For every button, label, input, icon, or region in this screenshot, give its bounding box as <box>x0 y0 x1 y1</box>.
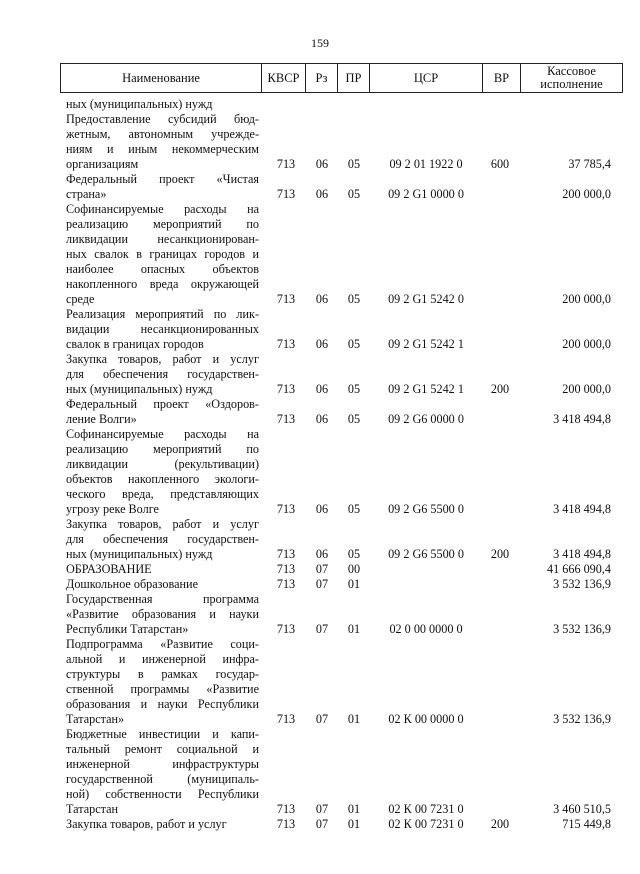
cell-kvsr: 713 <box>276 547 296 561</box>
cell-kvsr: 713 <box>276 157 296 171</box>
table-row <box>0 517 640 562</box>
cell-kvsr: 713 <box>276 577 296 591</box>
row-name-line: ных (муниципальных) нужд <box>66 97 213 111</box>
row-name-line: Предоставление субсидий бюд- <box>66 112 259 126</box>
cell-kvsr: 713 <box>276 292 296 306</box>
cell-csr: 09 2 G1 5242 0 <box>388 292 464 306</box>
row-name <box>66 427 259 517</box>
row-name <box>66 97 259 112</box>
row-name-line: ликвидации несанкционирован- <box>66 232 259 246</box>
cell-rz: 06 <box>315 292 329 306</box>
row-name <box>66 172 259 202</box>
header-pr: ПР <box>338 64 370 92</box>
row-name <box>66 562 259 577</box>
cell-pr: 05 <box>347 157 361 171</box>
row-name-line: Татарстан <box>66 802 119 816</box>
table-row <box>0 637 640 727</box>
header-sum-line1: Кассовое <box>547 64 596 78</box>
row-name <box>66 592 259 637</box>
cell-kvsr: 713 <box>276 712 296 726</box>
row-name-line: ных (муниципальных) нужд <box>66 547 213 561</box>
cell-rz: 06 <box>315 382 329 396</box>
row-name <box>66 397 259 427</box>
table-row <box>0 592 640 637</box>
cell-rz: 07 <box>315 712 329 726</box>
header-sum <box>521 64 622 92</box>
row-name <box>66 307 259 352</box>
row-name-line: альной и инженерной инфра- <box>66 652 259 666</box>
cell-pr: 05 <box>347 382 361 396</box>
row-name-line: ниям и иным некоммерческим <box>66 142 259 156</box>
cell-csr: 09 2 01 1922 0 <box>389 157 463 171</box>
row-name <box>66 352 259 397</box>
row-name-line: структуры в рамках государ- <box>66 667 259 681</box>
cell-pr: 01 <box>347 577 361 591</box>
cell-rz: 06 <box>315 412 329 426</box>
row-name-line: Софинансируемые расходы на <box>66 427 259 441</box>
row-name <box>66 202 259 307</box>
cell-vr: 200 <box>490 817 510 831</box>
cell-csr: 09 2 G1 5242 1 <box>388 337 464 351</box>
table-row <box>0 112 640 172</box>
row-name-line: Подпрограмма «Развитие соци- <box>66 637 259 651</box>
row-name-line: Закупка товаров, работ и услуг <box>66 352 259 366</box>
cell-pr: 01 <box>347 817 361 831</box>
table-row <box>0 562 640 577</box>
cell-pr: 00 <box>347 562 361 576</box>
table-row <box>0 202 640 307</box>
cell-kvsr: 713 <box>276 802 296 816</box>
cell-pr: 05 <box>347 547 361 561</box>
row-name-line: Федеральный проект «Оздоров- <box>66 397 259 411</box>
row-name-line: образования и науки Республики <box>66 697 259 711</box>
table-row <box>0 97 640 112</box>
cell-kvsr: 713 <box>276 817 296 831</box>
row-name-line: Татарстан» <box>66 712 125 726</box>
cell-pr: 05 <box>347 292 361 306</box>
cell-csr: 09 2 G6 5500 0 <box>388 502 464 516</box>
row-name-line: ление Волги» <box>66 412 137 426</box>
cell-sum: 200 000,0 <box>562 382 611 396</box>
row-name-line: Дошкольное образование <box>66 577 198 591</box>
table-row <box>0 427 640 517</box>
cell-csr: 09 2 G1 0000 0 <box>388 187 464 201</box>
cell-kvsr: 713 <box>276 382 296 396</box>
cell-sum: 3 460 510,5 <box>553 802 611 816</box>
row-name <box>66 577 259 592</box>
cell-csr: 02 К 00 7231 0 <box>388 817 464 831</box>
cell-rz: 06 <box>315 187 329 201</box>
cell-sum: 3 532 136,9 <box>553 622 611 636</box>
table-row <box>0 817 640 832</box>
row-name-line: ческого вреда, представляющих <box>66 487 259 501</box>
row-name-line: организациям <box>66 157 139 171</box>
cell-kvsr: 713 <box>276 412 296 426</box>
cell-kvsr: 713 <box>276 187 296 201</box>
header-rz: Рз <box>306 64 338 92</box>
row-name-line: свалок в границах городов <box>66 337 204 351</box>
row-name-line: видации несанкционированных <box>66 322 259 336</box>
row-name-line: ных (муниципальных) нужд <box>66 382 213 396</box>
cell-rz: 07 <box>315 562 329 576</box>
row-name-line: Реализация мероприятий по лик- <box>66 307 259 321</box>
row-name <box>66 817 259 832</box>
row-name-line: Закупка товаров, работ и услуг <box>66 517 259 531</box>
cell-sum: 3 532 136,9 <box>553 712 611 726</box>
row-name <box>66 517 259 562</box>
row-name-line: ной) собственности Республики <box>66 787 259 801</box>
table-row <box>0 577 640 592</box>
row-name <box>66 637 259 727</box>
cell-sum: 3 418 494,8 <box>553 547 611 561</box>
row-name-line: ликвидации (рекультивации) <box>66 457 259 471</box>
row-name-line: инженерной инфраструктуры <box>66 757 259 771</box>
cell-sum: 3 418 494,8 <box>553 502 611 516</box>
row-name-line: наиболее опасных объектов <box>66 262 259 276</box>
cell-csr: 02 К 00 7231 0 <box>388 802 464 816</box>
row-name-line: среде <box>66 292 95 306</box>
row-name-line: угрозу реке Волге <box>66 502 159 516</box>
row-name-line: «Развитие образования и науки <box>66 607 259 621</box>
row-name-line: для обеспечения государствен- <box>66 532 259 546</box>
cell-sum: 200 000,0 <box>562 187 611 201</box>
cell-kvsr: 713 <box>276 622 296 636</box>
cell-rz: 06 <box>315 337 329 351</box>
page-number: 159 <box>311 36 329 50</box>
row-name-line: ственной программы «Развитие <box>66 682 259 696</box>
cell-pr: 01 <box>347 712 361 726</box>
row-name-line: накопленного вреда окружающей <box>66 277 259 291</box>
cell-rz: 07 <box>315 802 329 816</box>
cell-csr: 09 2 G6 5500 0 <box>388 547 464 561</box>
cell-sum: 200 000,0 <box>562 337 611 351</box>
cell-vr: 200 <box>490 547 510 561</box>
row-name-line: Закупка товаров, работ и услуг <box>66 817 227 831</box>
table-row <box>0 727 640 817</box>
cell-pr: 05 <box>347 337 361 351</box>
row-name-line: Республики Татарстан» <box>66 622 189 636</box>
cell-kvsr: 713 <box>276 337 296 351</box>
cell-rz: 06 <box>315 547 329 561</box>
row-name-line: Федеральный проект «Чистая <box>66 172 259 186</box>
row-name-line: объектов накопленного экологи- <box>66 472 259 486</box>
row-name-line: Бюджетные инвестиции и капи- <box>66 727 259 741</box>
header-csr: ЦСР <box>370 64 483 92</box>
cell-rz: 06 <box>315 157 329 171</box>
row-name-line: ОБРАЗОВАНИЕ <box>66 562 152 576</box>
row-name-line: ных свалок в границах городов и <box>66 247 259 261</box>
header-name: Наименование <box>61 64 262 92</box>
row-name-line: реализацию мероприятий по <box>66 217 259 231</box>
header-vr: ВР <box>483 64 521 92</box>
row-name-line: для обеспечения государствен- <box>66 367 259 381</box>
cell-sum: 3 418 494,8 <box>553 412 611 426</box>
cell-rz: 07 <box>315 577 329 591</box>
cell-csr: 02 К 00 0000 0 <box>388 712 464 726</box>
row-name <box>66 727 259 817</box>
cell-pr: 05 <box>347 502 361 516</box>
cell-sum: 3 532 136,9 <box>553 577 611 591</box>
cell-pr: 01 <box>347 802 361 816</box>
row-name-line: Софинансируемые расходы на <box>66 202 259 216</box>
cell-rz: 07 <box>315 817 329 831</box>
cell-vr: 200 <box>490 382 510 396</box>
cell-sum: 37 785,4 <box>568 157 611 171</box>
table-header <box>60 63 623 93</box>
cell-pr: 05 <box>347 187 361 201</box>
row-name-line: реализацию мероприятий по <box>66 442 259 456</box>
row-name-line: тальный ремонт социальной и <box>66 742 259 756</box>
cell-csr: 09 2 G1 5242 1 <box>388 382 464 396</box>
cell-sum: 715 449,8 <box>562 817 611 831</box>
cell-pr: 05 <box>347 412 361 426</box>
table-row <box>0 172 640 202</box>
cell-vr: 600 <box>490 157 510 171</box>
row-name-line: жетным, автономным учрежде- <box>66 127 259 141</box>
cell-rz: 07 <box>315 622 329 636</box>
cell-kvsr: 713 <box>276 562 296 576</box>
cell-pr: 01 <box>347 622 361 636</box>
cell-sum: 200 000,0 <box>562 292 611 306</box>
header-sum-line2: исполнение <box>540 77 603 91</box>
row-name-line: государственной (муниципаль- <box>66 772 259 786</box>
table-row <box>0 397 640 427</box>
row-name <box>66 112 259 172</box>
cell-kvsr: 713 <box>276 502 296 516</box>
table-row <box>0 352 640 397</box>
cell-sum: 41 666 090,4 <box>547 562 611 576</box>
row-name-line: Государственная программа <box>66 592 259 606</box>
cell-csr: 02 0 00 0000 0 <box>389 622 463 636</box>
cell-csr: 09 2 G6 0000 0 <box>388 412 464 426</box>
table-row <box>0 307 640 352</box>
cell-rz: 06 <box>315 502 329 516</box>
header-kvsr: КВСР <box>262 64 306 92</box>
row-name-line: страна» <box>66 187 107 201</box>
